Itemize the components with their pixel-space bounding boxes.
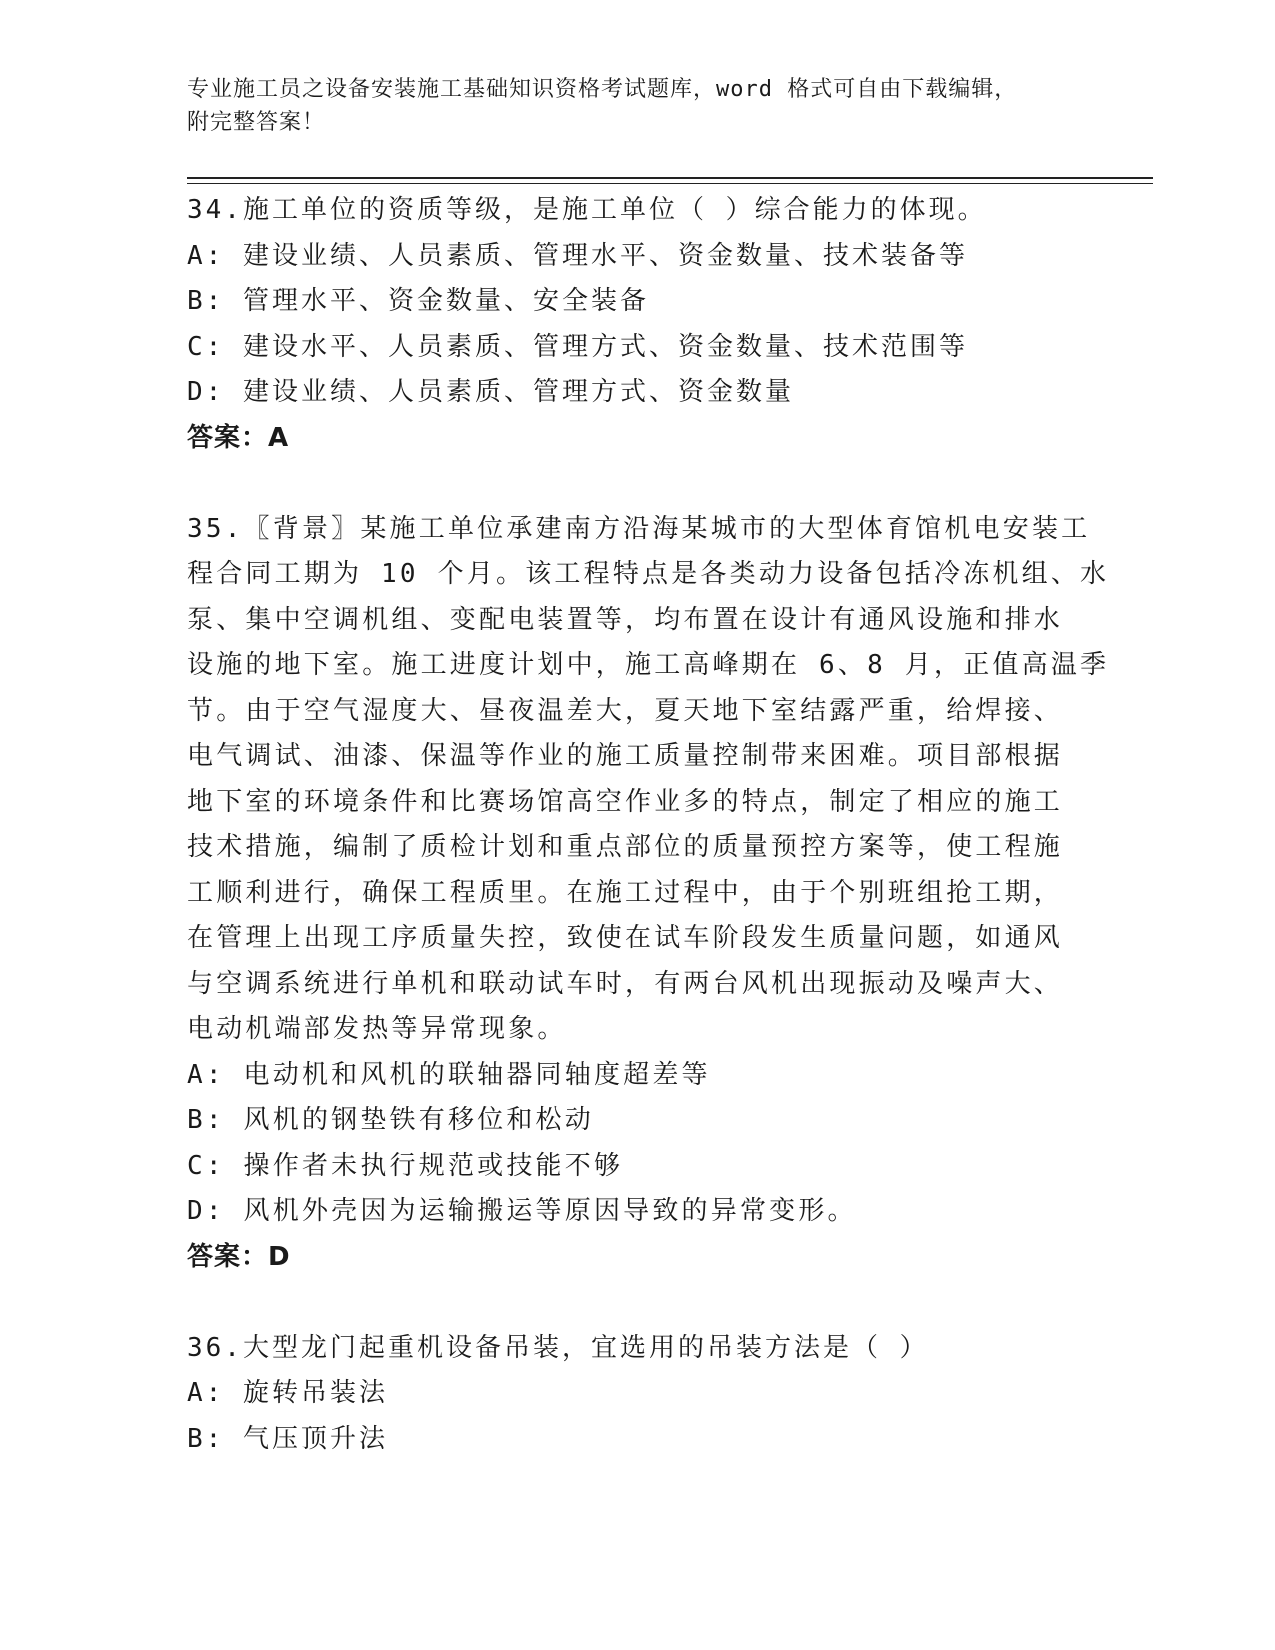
header-rule-thin: [187, 183, 1153, 184]
question-stem: 36.大型龙门起重机设备吊装，宜选用的吊装方法是（ ）: [187, 1332, 929, 1363]
question-34: [187, 188, 1087, 461]
option-b: B: 管理水平、资金数量、安全装备: [187, 286, 649, 316]
question-stem-line: 工顺利进行，确保工程质里。在施工过程中，由于个别班组抢工期，: [187, 877, 1064, 908]
option-c: C: 操作者未执行规范或技能不够: [187, 1150, 624, 1181]
option-d: D: 建设业绩、人员素质、管理方式、资金数量: [187, 377, 794, 407]
question-stem-line: 泵、集中空调机组、变配电装置等，均布置在设计有通风设施和排水: [187, 604, 1064, 635]
answer: 答案：D: [187, 1241, 291, 1272]
question-stem-line: 节。由于空气湿度大、昼夜温差大，夏天地下室结露严重，给焊接、: [187, 695, 1064, 726]
header-rule-thick: [187, 177, 1153, 179]
question-stem-line: 程合同工期为 10 个月。该工程特点是各类动力设备包括冷冻机组、水: [187, 559, 1110, 589]
question-stem-line: 电动机端部发热等异常现象。: [187, 1014, 567, 1044]
question-stem-line: 在管理上出现工序质量失控，致使在试车阶段发生质量问题，如通风: [187, 923, 1064, 953]
question-stem: 34.施工单位的资质等级，是施工单位（ ）综合能力的体现。: [187, 195, 987, 225]
spacer: [187, 461, 1087, 507]
header-line-2: 附完整答案！: [187, 110, 326, 135]
option-a: A: 旋转吊装法: [187, 1378, 388, 1408]
option-d: D: 风机外壳因为运输搬运等原因导致的异常变形。: [187, 1196, 857, 1226]
question-35: [187, 507, 1110, 1281]
header-line-1: 专业施工员之设备安装施工基础知识资格考试题库，word 格式可自由下载编辑，: [187, 77, 1018, 102]
question-stem-line: 技术措施，编制了质检计划和重点部位的质量预控方案等，使工程施: [187, 832, 1064, 862]
option-b: B: 气压顶升法: [187, 1423, 388, 1454]
answer: 答案：A: [187, 422, 290, 453]
question-stem-line: 地下室的环境条件和比赛场馆高空作业多的特点，制定了相应的施工: [187, 786, 1064, 817]
spacer: [187, 1280, 1087, 1326]
question-stem-line: 电气调试、油漆、保温等作业的施工质量控制带来困难。项目部根据: [187, 741, 1064, 771]
option-b: B: 风机的钢垫铁有移位和松动: [187, 1105, 594, 1135]
question-stem-line: 与空调系统进行单机和联动试车时，有两台风机出现振动及噪声大、: [187, 968, 1064, 999]
option-c: C: 建设水平、人员素质、管理方式、资金数量、技术范围等: [187, 331, 968, 362]
option-a: A: 建设业绩、人员素质、管理水平、资金数量、技术装备等: [187, 240, 968, 271]
question-list: [187, 188, 1110, 1462]
question-stem-line: 设施的地下室。施工进度计划中，施工高峰期在 6、8 月，正值高温季: [187, 650, 1110, 680]
question-stem-line: 35.〖背景〗某施工单位承建南方沿海某城市的大型体育馆机电安装工: [187, 513, 1091, 544]
document-header: [187, 73, 1087, 139]
question-36: [187, 1326, 1087, 1463]
option-a: A: 电动机和风机的联轴器同轴度超差等: [187, 1059, 711, 1090]
